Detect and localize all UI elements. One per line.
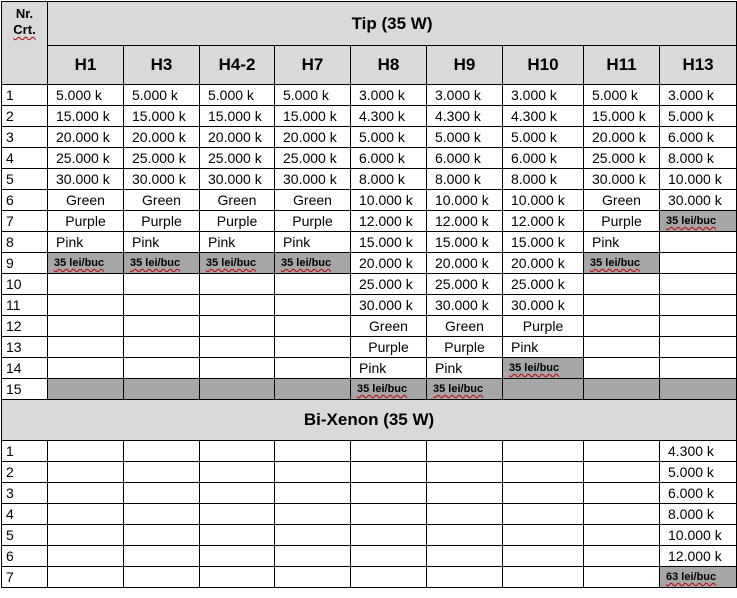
temperature-cell: 25.000 k [503, 274, 584, 295]
empty-cell [275, 274, 351, 295]
color-cell: Purple [124, 211, 200, 232]
empty-cell [660, 232, 737, 253]
row-number: 6 [2, 546, 48, 567]
row-number: 3 [2, 483, 48, 504]
temperature-cell: 5.000 k [200, 85, 275, 106]
empty-cell [275, 525, 351, 546]
empty-cell [503, 483, 584, 504]
empty-cell [275, 316, 351, 337]
empty-cell [48, 358, 124, 379]
price-text: 35 lei/buc [54, 257, 105, 269]
temperature-cell: 10.000 k [660, 169, 737, 190]
empty-cell [584, 274, 660, 295]
temperature-cell: Pink [427, 358, 503, 379]
price-cell [48, 253, 124, 274]
color-cell: Purple [275, 211, 351, 232]
temperature-cell: 30.000 k [660, 190, 737, 211]
bixenon-row [2, 525, 737, 546]
empty-cell [200, 525, 275, 546]
bixenon-title-row [2, 400, 737, 441]
empty-cell [503, 525, 584, 546]
empty-cell [124, 546, 200, 567]
temperature-cell: 15.000 k [200, 106, 275, 127]
temperature-cell: 12.000 k [660, 546, 737, 567]
temperature-cell: 20.000 k [275, 127, 351, 148]
temperature-cell: 5.000 k [351, 127, 427, 148]
temperature-cell: 15.000 k [503, 232, 584, 253]
empty-cell [351, 441, 427, 462]
empty-cell [660, 316, 737, 337]
row-number: 4 [2, 504, 48, 525]
empty-cell [275, 441, 351, 462]
empty-cell [584, 358, 660, 379]
empty-cell [351, 483, 427, 504]
empty-cell [351, 462, 427, 483]
temperature-cell: 15.000 k [427, 232, 503, 253]
table-row [2, 211, 737, 232]
temperature-cell: 25.000 k [200, 148, 275, 169]
row-number: 6 [2, 190, 48, 211]
temperature-cell: 4.300 k [351, 106, 427, 127]
temperature-cell: 30.000 k [427, 295, 503, 316]
price-cell [200, 253, 275, 274]
temperature-cell: 25.000 k [351, 274, 427, 295]
temperature-cell: 20.000 k [48, 127, 124, 148]
temperature-cell: 30.000 k [48, 169, 124, 190]
nr-label: Nr. [15, 6, 34, 21]
bulb-header-h10: H10 [503, 46, 584, 85]
empty-cell [660, 358, 737, 379]
temperature-cell: 4.300 k [660, 441, 737, 462]
temperature-cell: 8.000 k [503, 169, 584, 190]
row-number: 7 [2, 211, 48, 232]
color-cell: Purple [48, 211, 124, 232]
empty-cell [584, 337, 660, 358]
empty-cell [124, 358, 200, 379]
temperature-cell: 6.000 k [427, 148, 503, 169]
bulb-header-h9: H9 [427, 46, 503, 85]
empty-cell [584, 316, 660, 337]
price-text: 35 lei/buc [433, 383, 484, 395]
empty-cell [275, 546, 351, 567]
bixenon-title: Bi-Xenon (35 W) [2, 400, 737, 441]
color-cell: Green [200, 190, 275, 211]
row-number: 3 [2, 127, 48, 148]
table-row [2, 232, 737, 253]
empty-cell [660, 253, 737, 274]
temperature-cell: 6.000 k [660, 127, 737, 148]
empty-cell [503, 462, 584, 483]
temperature-cell: 15.000 k [275, 106, 351, 127]
temperature-cell: 25.000 k [584, 148, 660, 169]
table-row [2, 337, 737, 358]
row-number: 2 [2, 106, 48, 127]
empty-cell [200, 316, 275, 337]
empty-cell [275, 295, 351, 316]
bixenon-row [2, 546, 737, 567]
empty-cell [584, 462, 660, 483]
price-cell [660, 567, 737, 588]
empty-cell [275, 358, 351, 379]
price-cell [427, 379, 503, 400]
row-number: 10 [2, 274, 48, 295]
color-cell: Green [48, 190, 124, 211]
row-number: 13 [2, 337, 48, 358]
temperature-cell: 25.000 k [275, 148, 351, 169]
empty-cell [124, 295, 200, 316]
empty-cell [124, 316, 200, 337]
bulb-header-row [2, 46, 737, 85]
empty-cell [660, 295, 737, 316]
temperature-cell: 3.000 k [660, 85, 737, 106]
bulb-header-h3: H3 [124, 46, 200, 85]
row-number: 12 [2, 316, 48, 337]
filler-cell [660, 379, 737, 400]
temperature-cell: 5.000 k [660, 462, 737, 483]
empty-cell [124, 462, 200, 483]
temperature-cell: 30.000 k [124, 169, 200, 190]
empty-cell [275, 504, 351, 525]
empty-cell [124, 504, 200, 525]
empty-cell [200, 358, 275, 379]
table-row [2, 295, 737, 316]
nr-crt-header [2, 2, 48, 85]
empty-cell [584, 546, 660, 567]
filler-cell [503, 379, 584, 400]
temperature-cell: 30.000 k [503, 295, 584, 316]
temperature-cell: 30.000 k [275, 169, 351, 190]
title-row [2, 2, 737, 46]
temperature-cell: 20.000 k [124, 127, 200, 148]
empty-cell [427, 462, 503, 483]
temperature-cell: 8.000 k [660, 504, 737, 525]
empty-cell [427, 525, 503, 546]
empty-cell [48, 504, 124, 525]
empty-cell [275, 567, 351, 588]
filler-cell [275, 379, 351, 400]
color-cell: Green [427, 316, 503, 337]
price-cell [124, 253, 200, 274]
empty-cell [200, 546, 275, 567]
tip-title: Tip (35 W) [48, 2, 737, 46]
temperature-cell: 3.000 k [503, 85, 584, 106]
empty-cell [48, 567, 124, 588]
color-cell: Purple [584, 211, 660, 232]
bixenon-row [2, 483, 737, 504]
temperature-cell: 10.000 k [660, 525, 737, 546]
empty-cell [200, 504, 275, 525]
color-cell: Green [275, 190, 351, 211]
price-cell [351, 379, 427, 400]
table-row [2, 274, 737, 295]
empty-cell [124, 525, 200, 546]
empty-cell [427, 567, 503, 588]
temperature-cell: 15.000 k [48, 106, 124, 127]
price-text: 35 lei/buc [357, 383, 408, 395]
filler-cell [124, 379, 200, 400]
temperature-cell: 6.000 k [503, 148, 584, 169]
temperature-cell: 20.000 k [584, 127, 660, 148]
temperature-cell: 20.000 k [503, 253, 584, 274]
empty-cell [351, 525, 427, 546]
empty-cell [200, 462, 275, 483]
empty-cell [48, 462, 124, 483]
temperature-cell: 12.000 k [503, 211, 584, 232]
filler-cell [584, 379, 660, 400]
temperature-cell: 5.000 k [660, 106, 737, 127]
empty-cell [427, 504, 503, 525]
temperature-cell: Pink [584, 232, 660, 253]
filler-cell [48, 379, 124, 400]
table-row [2, 190, 737, 211]
temperature-cell: Pink [124, 232, 200, 253]
empty-cell [124, 274, 200, 295]
temperature-cell: Pink [48, 232, 124, 253]
temperature-cell: 8.000 k [427, 169, 503, 190]
temperature-cell: 20.000 k [200, 127, 275, 148]
row-number: 15 [2, 379, 48, 400]
empty-cell [503, 546, 584, 567]
price-text: 35 lei/buc [130, 257, 181, 269]
temperature-cell: 20.000 k [351, 253, 427, 274]
temperature-cell: 3.000 k [351, 85, 427, 106]
empty-cell [275, 483, 351, 504]
price-text: 35 lei/buc [281, 257, 332, 269]
bixenon-row [2, 504, 737, 525]
empty-cell [660, 337, 737, 358]
temperature-cell: 5.000 k [124, 85, 200, 106]
empty-cell [200, 567, 275, 588]
empty-cell [48, 441, 124, 462]
table-row [2, 106, 737, 127]
empty-cell [200, 441, 275, 462]
empty-cell [584, 504, 660, 525]
empty-cell [503, 504, 584, 525]
bixenon-rows [2, 400, 737, 588]
empty-cell [584, 567, 660, 588]
table-row [2, 127, 737, 148]
color-cell: Green [351, 316, 427, 337]
temperature-cell: 15.000 k [351, 232, 427, 253]
temperature-cell: 20.000 k [427, 253, 503, 274]
row-number: 1 [2, 441, 48, 462]
empty-cell [48, 295, 124, 316]
table-row [2, 316, 737, 337]
empty-cell [48, 525, 124, 546]
bulb-header-h7: H7 [275, 46, 351, 85]
color-cell: Purple [427, 337, 503, 358]
bulb-header-h4-2: H4-2 [200, 46, 275, 85]
empty-cell [584, 295, 660, 316]
empty-cell [351, 546, 427, 567]
empty-cell [503, 567, 584, 588]
row-number: 11 [2, 295, 48, 316]
bixenon-row [2, 462, 737, 483]
row-number: 2 [2, 462, 48, 483]
empty-cell [275, 462, 351, 483]
table-row [2, 379, 737, 400]
price-cell [275, 253, 351, 274]
temperature-cell: 5.000 k [584, 85, 660, 106]
bulb-header-h11: H11 [584, 46, 660, 85]
temperature-cell: 30.000 k [351, 295, 427, 316]
row-number: 8 [2, 232, 48, 253]
temperature-cell: Pink [200, 232, 275, 253]
temperature-cell: 25.000 k [48, 148, 124, 169]
empty-cell [124, 567, 200, 588]
temperature-cell: 15.000 k [584, 106, 660, 127]
empty-cell [48, 546, 124, 567]
temperature-cell: Pink [503, 337, 584, 358]
row-number: 1 [2, 85, 48, 106]
price-cell [584, 253, 660, 274]
temperature-cell: 8.000 k [660, 148, 737, 169]
temperature-cell: 5.000 k [275, 85, 351, 106]
row-number: 7 [2, 567, 48, 588]
price-cell [503, 358, 584, 379]
filler-cell [200, 379, 275, 400]
empty-cell [200, 337, 275, 358]
empty-cell [351, 504, 427, 525]
temperature-cell: 4.300 k [427, 106, 503, 127]
temperature-cell: 30.000 k [584, 169, 660, 190]
bulb-header-h1: H1 [48, 46, 124, 85]
temperature-cell: 5.000 k [427, 127, 503, 148]
temperature-cell: Pink [351, 358, 427, 379]
temperature-cell: 12.000 k [427, 211, 503, 232]
color-cell: Purple [200, 211, 275, 232]
table-row [2, 358, 737, 379]
temperature-cell: 6.000 k [351, 148, 427, 169]
table-row [2, 85, 737, 106]
bixenon-row [2, 441, 737, 462]
row-number: 14 [2, 358, 48, 379]
empty-cell [124, 483, 200, 504]
temperature-cell: 10.000 k [351, 190, 427, 211]
empty-cell [48, 316, 124, 337]
tip-rows [2, 85, 737, 400]
empty-cell [427, 441, 503, 462]
color-cell: Purple [351, 337, 427, 358]
crt-label: Crt. [13, 22, 36, 37]
empty-cell [124, 441, 200, 462]
empty-cell [351, 567, 427, 588]
empty-cell [124, 337, 200, 358]
temperature-cell: 4.300 k [503, 106, 584, 127]
empty-cell [48, 274, 124, 295]
temperature-cell: 5.000 k [48, 85, 124, 106]
price-text: 35 lei/buc [509, 362, 560, 374]
price-cell [660, 211, 737, 232]
price-text: 63 lei/buc [666, 571, 717, 583]
temperature-cell: 10.000 k [503, 190, 584, 211]
color-cell: Green [124, 190, 200, 211]
empty-cell [48, 337, 124, 358]
empty-cell [584, 441, 660, 462]
temperature-cell: 15.000 k [124, 106, 200, 127]
temperature-cell: Pink [275, 232, 351, 253]
price-table [1, 1, 737, 588]
temperature-cell: 5.000 k [503, 127, 584, 148]
table-row [2, 253, 737, 274]
temperature-cell: 6.000 k [660, 483, 737, 504]
empty-cell [503, 441, 584, 462]
temperature-cell: 3.000 k [427, 85, 503, 106]
bixenon-row [2, 567, 737, 588]
price-text: 35 lei/buc [666, 215, 717, 227]
empty-cell [584, 483, 660, 504]
empty-cell [275, 337, 351, 358]
table-row [2, 169, 737, 190]
temperature-cell: 12.000 k [351, 211, 427, 232]
empty-cell [200, 483, 275, 504]
temperature-cell: 25.000 k [427, 274, 503, 295]
empty-cell [200, 274, 275, 295]
empty-cell [48, 483, 124, 504]
color-cell: Green [584, 190, 660, 211]
empty-cell [200, 295, 275, 316]
table-row [2, 148, 737, 169]
row-number: 5 [2, 525, 48, 546]
temperature-cell: 30.000 k [200, 169, 275, 190]
price-text: 35 lei/buc [590, 257, 641, 269]
empty-cell [584, 525, 660, 546]
row-number: 5 [2, 169, 48, 190]
price-text: 35 lei/buc [206, 257, 257, 269]
color-cell: Purple [503, 316, 584, 337]
row-number: 9 [2, 253, 48, 274]
empty-cell [660, 274, 737, 295]
temperature-cell: 8.000 k [351, 169, 427, 190]
temperature-cell: 10.000 k [427, 190, 503, 211]
bulb-header-h8: H8 [351, 46, 427, 85]
empty-cell [427, 546, 503, 567]
row-number: 4 [2, 148, 48, 169]
bulb-header-h13: H13 [660, 46, 737, 85]
temperature-cell: 25.000 k [124, 148, 200, 169]
empty-cell [427, 483, 503, 504]
